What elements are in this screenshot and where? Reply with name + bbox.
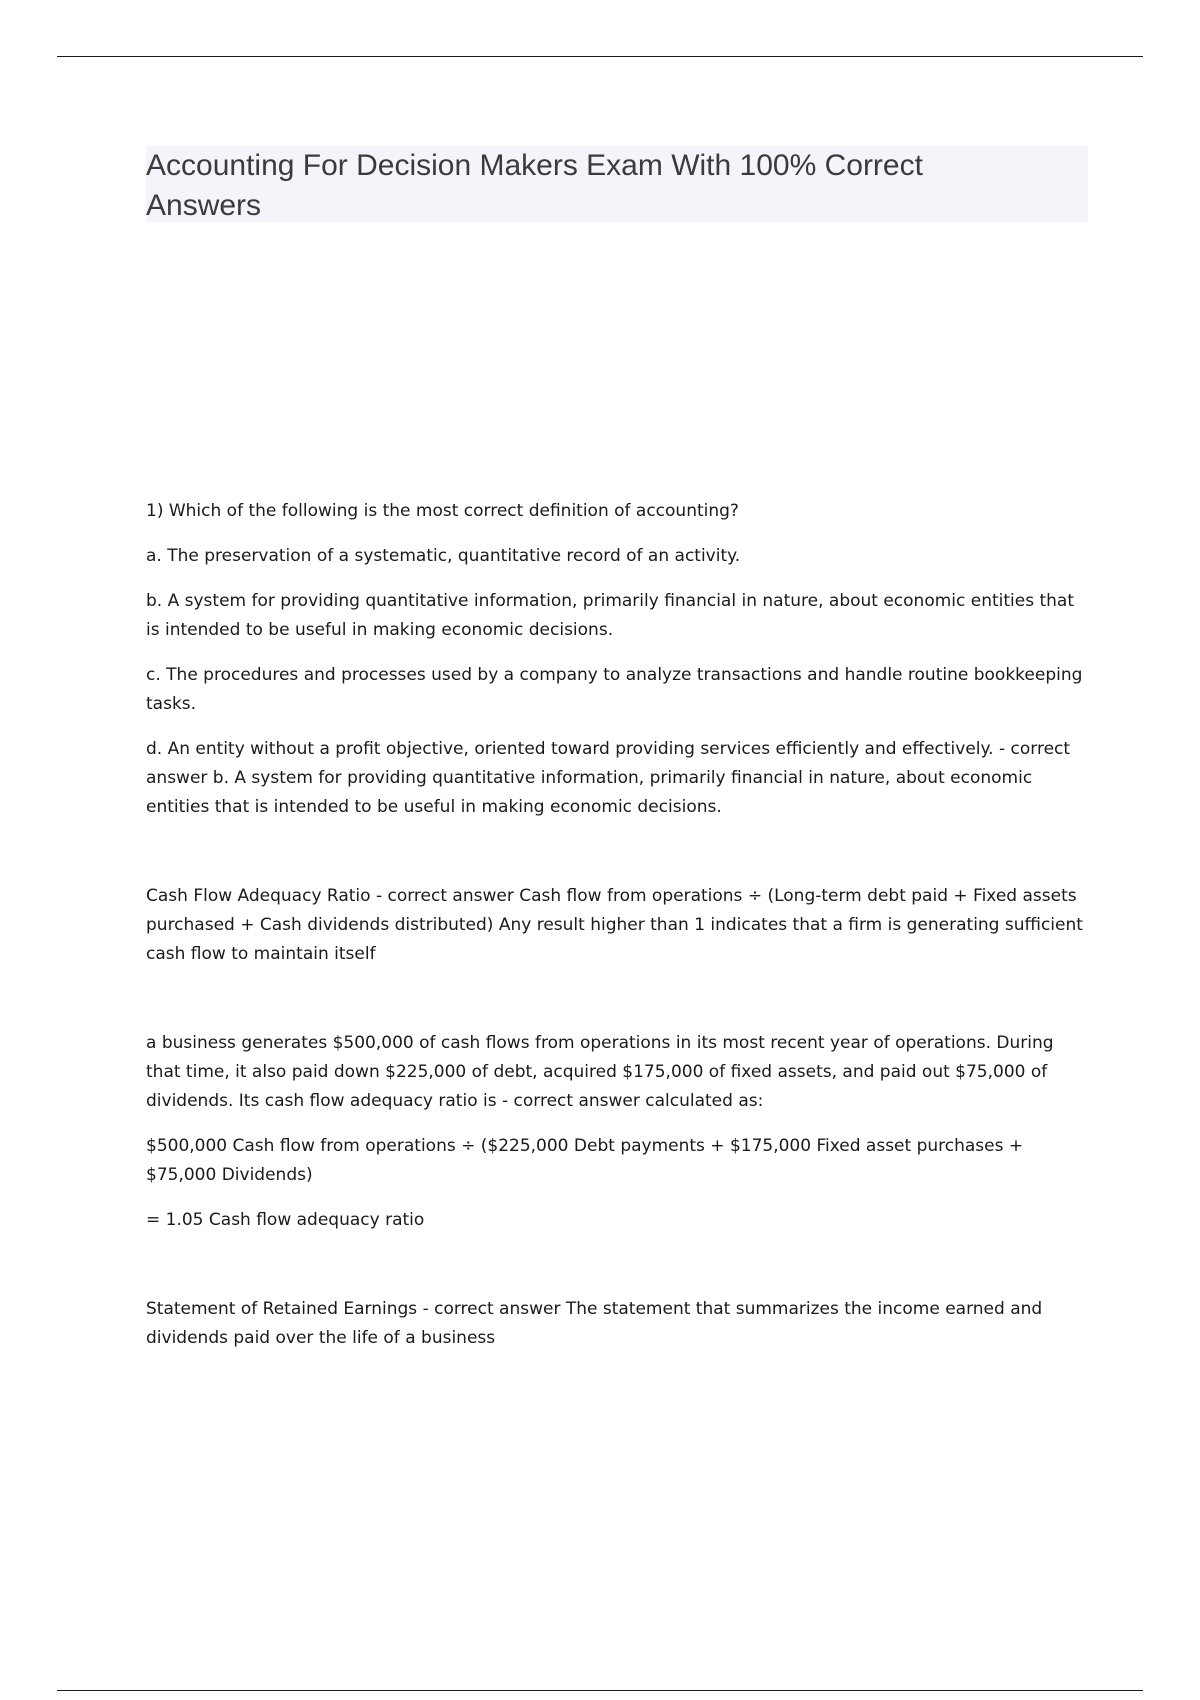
footer-rule [57,1690,1143,1691]
document-title: Accounting For Decision Makers Exam With 100% Correct Answers [146,149,923,222]
option-b: b. A system for providing quantitative information, primarily financial in nature, about economic entities that is intended to be useful in making economic decisions. [146,591,1075,640]
cash-flow-calculation: $500,000 Cash flow from operations ÷ ($225,000 Debt payments + $175,000 Fixed asset purchases + $75,000 Dividends) [146,1136,1024,1185]
document-body [146,497,1092,1369]
option-c: c. The procedures and processes used by a company to analyze transactions and handle routine bookkeeping tasks. [146,665,1083,714]
cash-flow-adequacy-definition: Cash Flow Adequacy Ratio - correct answer Cash flow from operations ÷ (Long-term debt paid + Fixed assets purchased + Cash dividends distributed) Any result higher than 1 indicates that a firm is generating sufficient cash flow to maintain itself [146,886,1083,964]
header-rule [57,56,1143,57]
option-d-with-answer: d. An entity without a profit objective, oriented toward providing services efficiently and effectively. - correct answer b. A system for providing quantitative information, primarily financial in nature, about economic entities that is intended to be useful in making economic decisions. [146,739,1071,817]
cash-flow-result: = 1.05 Cash flow adequacy ratio [146,1210,425,1230]
question-1: 1) Which of the following is the most correct definition of accounting? [146,501,739,521]
retained-earnings-definition: Statement of Retained Earnings - correct answer The statement that summarizes the income earned and dividends paid over the life of a business [146,1299,1043,1348]
option-a: a. The preservation of a systematic, quantitative record of an activity. [146,546,741,566]
cash-flow-example-question: a business generates $500,000 of cash flows from operations in its most recent year of operations. During that time, it also paid down $225,000 of debt, acquired $175,000 of fixed assets, and paid out $75,000 of dividends. Its cash flow adequacy ratio is - correct answer calculated as: [146,1033,1054,1111]
